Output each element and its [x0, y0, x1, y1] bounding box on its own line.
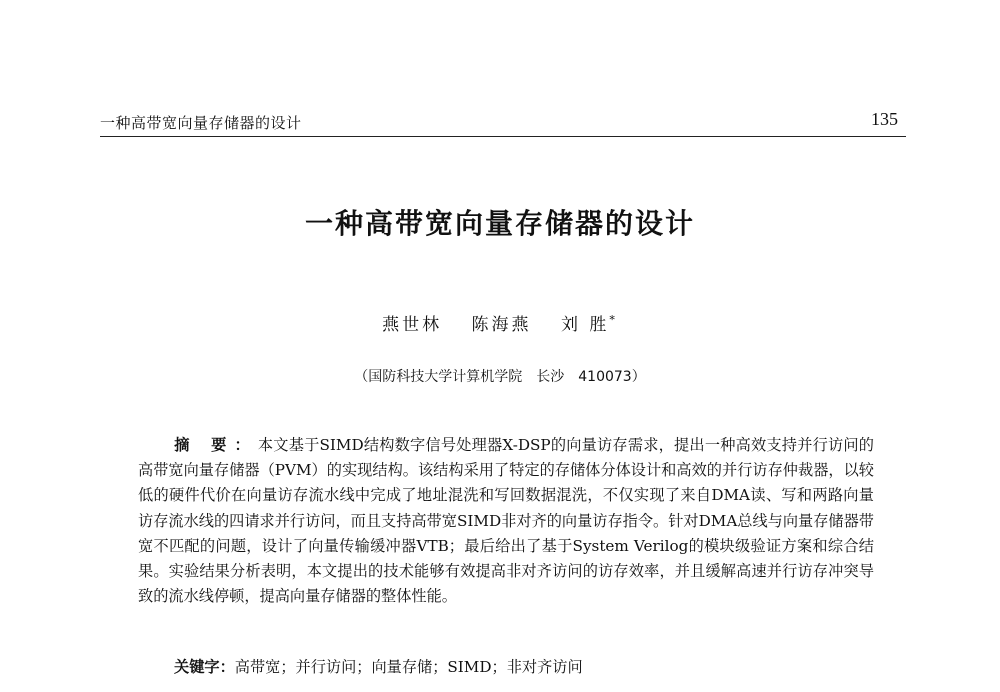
affiliation: （国防科技大学计算机学院 长沙 410073）	[354, 369, 646, 385]
running-title: 一种高带宽向量存储器的设计	[100, 114, 302, 132]
corresponding-mark: *	[609, 313, 618, 327]
keywords-label: 关键字：	[174, 658, 235, 676]
page-number: 135	[871, 109, 898, 129]
author-list	[0, 310, 1000, 335]
running-header	[100, 108, 900, 136]
header-rule	[100, 136, 906, 137]
abstract-text: 本文基于SIMD结构数字信号处理器X-DSP的向量访存需求，提出一种高效支持并行访问的高带宽向量存储器（PVM）的实现结构。该结构采用了特定的存储体分体设计和高效的并行访存仲裁器，以较低的硬件代价在向量访存流水线中完成了地址混洗和写回数据混洗，不仅实现了来自DMA读、写和两路向量访存流水线的四请求并行访问，而且支持高带宽SIMD非对齐的向量访存指令。针对DMA总线与向量存储器带宽不匹配的问题，设计了向量传输缓冲器VTB；最后给出了基于System Verilog的模块级验证方案和综合结果。实验结果分析表明，本文提出的技术能够有效提高非对齐访问的访存效率，并且缓解高速并行访存冲突导致的流水线停顿，提高向量存储器的整体性能。	[138, 436, 874, 606]
abstract	[138, 433, 874, 609]
abstract-label: 摘 要：	[174, 436, 258, 454]
author-name	[561, 315, 618, 335]
keywords	[174, 656, 874, 677]
author-name: 陈海燕	[471, 315, 532, 335]
author-name: 燕世林	[382, 315, 443, 335]
paper-title: 一种高带宽向量存储器的设计	[304, 207, 695, 240]
keywords-text: 高带宽；并行访问；向量存储；SIMD；非对齐访问	[234, 658, 583, 676]
author-name-text: 刘 胜	[560, 315, 610, 335]
